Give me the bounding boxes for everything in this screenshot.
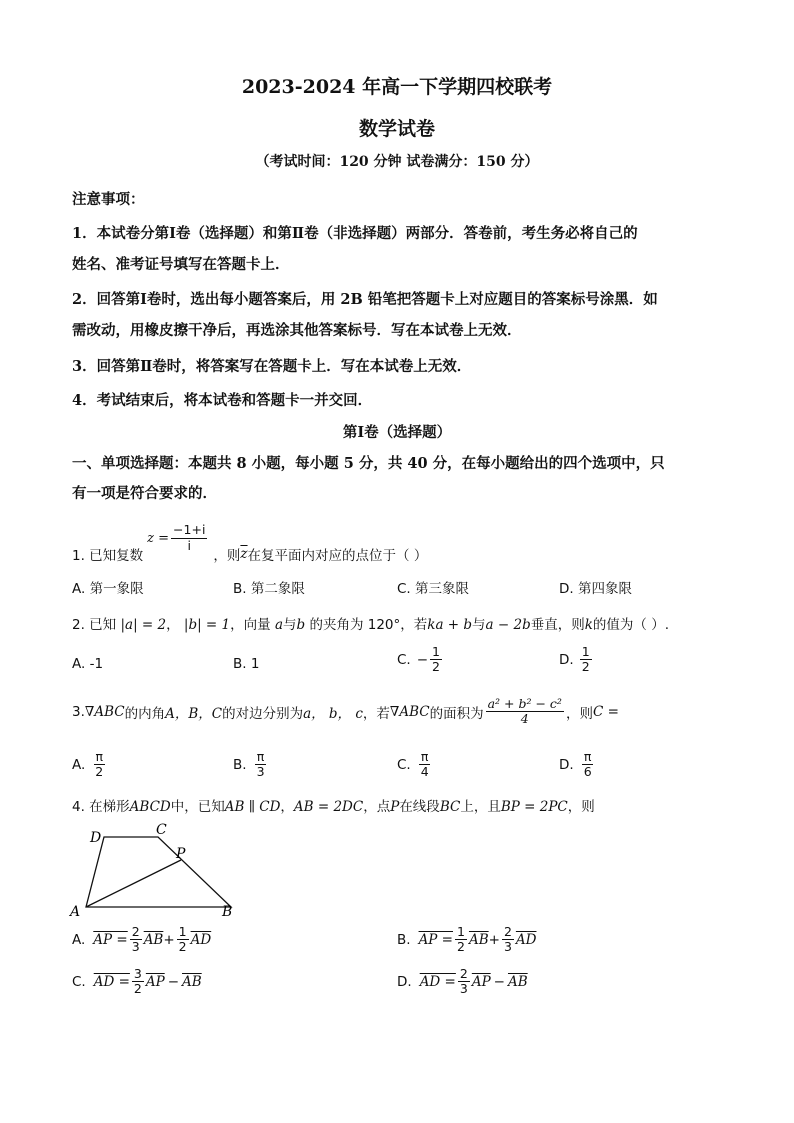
question-3 xyxy=(72,697,619,727)
q3-b-label: B. xyxy=(233,756,247,773)
q2-k: k xyxy=(584,617,593,633)
exam-title: 2023-2024 年高一下学期四校联考 xyxy=(241,76,553,98)
q3-a-num: π xyxy=(95,749,104,764)
q3-option-d xyxy=(559,750,596,780)
q4-a-v1: $\overline{AB}$ xyxy=(143,931,164,948)
q3-b-frac xyxy=(255,750,267,780)
q4-t5: 上，且 xyxy=(460,799,501,815)
q4-parallel: AB ∥ CD xyxy=(224,799,281,815)
q4-p: P xyxy=(390,799,400,815)
q4-d-c1d: 3 xyxy=(459,981,468,997)
q1-option-a: A. 第一象限 xyxy=(72,581,144,597)
q4-b-c1d: 2 xyxy=(457,939,465,955)
notice-line-2: 姓名、准考证号填写在答题卡上． xyxy=(72,256,290,273)
q4-option-c xyxy=(72,967,202,997)
section-instructions-line-1: 一、单项选择题：本题共 8 小题，每小题 5 分，共 40 分，在每小题给出的四个选项中，只 xyxy=(72,455,665,472)
notice-heading: 注意事项： xyxy=(72,191,145,208)
q3-tri2: ∇ABC xyxy=(389,703,430,720)
q4-a-c2 xyxy=(177,925,189,955)
q4-d-lhs: AD = xyxy=(419,973,456,990)
q3-a-den: 2 xyxy=(95,764,104,780)
q4-b-lhs: AP = xyxy=(418,931,453,948)
q2-option-c-label: C. xyxy=(397,651,411,668)
q4-option-d xyxy=(397,967,528,997)
q2-text-d: 垂直，则 xyxy=(530,617,585,633)
q1-frac-den: i xyxy=(187,537,191,553)
q4-c-op: − xyxy=(167,973,180,990)
q2-vec-b: b xyxy=(296,617,306,633)
q2-option-b: B. 1 xyxy=(233,656,260,672)
trapezoid-diagram xyxy=(66,820,246,920)
q4-text: 4. 在梯形 xyxy=(72,799,130,815)
q3-angles: A，B，C xyxy=(165,705,223,722)
q4-b-c1n: 1 xyxy=(457,924,465,939)
q3-a-label: A. xyxy=(72,756,86,773)
q4-b-v2: $\overline{AD}$ xyxy=(515,931,537,948)
notice-line-5: 3．回答第Ⅱ卷时，将答案写在答题卡上．写在本试卷上无效． xyxy=(72,358,472,375)
notice-line-4: 需改动，用橡皮擦干净后，再选涂其他答案标号．写在本试卷上无效． xyxy=(72,322,522,339)
q2-expr1: ka + b xyxy=(427,617,473,633)
q4-c-lhs: AD = xyxy=(93,973,130,990)
q4-b-c2 xyxy=(502,925,514,955)
q2-d-den: 2 xyxy=(581,659,590,675)
q1-z: z = xyxy=(147,530,170,546)
q4-d-c1 xyxy=(458,967,470,997)
q3-text-b: 的内角 xyxy=(124,705,166,722)
q1-option-b: B. 第二象限 xyxy=(233,581,305,597)
question-1 xyxy=(72,518,427,564)
q1-option-d: D. 第四象限 xyxy=(559,581,632,597)
q3-text-e: 的面积为 xyxy=(429,705,484,722)
q3-sides: a， b， c xyxy=(303,705,363,722)
q4-a-c2d: 2 xyxy=(178,939,187,955)
q4-d-v1: $\overline{AP}$ xyxy=(471,973,491,990)
q3-c-frac xyxy=(419,750,431,780)
q4-abcd: ABCD xyxy=(129,799,171,815)
q4-b-c1 xyxy=(455,925,467,955)
q4-eq1: AB = 2DC xyxy=(293,799,364,815)
q1-mid: ，则 xyxy=(213,548,241,564)
q4-t6: ，则 xyxy=(567,799,595,815)
q4-a-v2: $\overline{AD}$ xyxy=(190,931,212,948)
q2-d-num: 1 xyxy=(581,644,590,659)
q2-c-den: 2 xyxy=(432,659,440,675)
q4-c-label: C. xyxy=(72,973,86,990)
q2-option-d-label: D. xyxy=(559,651,574,668)
q3-area-frac xyxy=(486,697,564,727)
q3-text-d: ，若 xyxy=(362,705,390,722)
q4-option-b xyxy=(397,925,536,955)
q3-area-den: 4 xyxy=(520,711,529,727)
label-d: D xyxy=(90,830,102,846)
q4-a-op: + xyxy=(163,931,175,948)
q2-expr2: a − 2b xyxy=(485,617,531,633)
q4-b-op: + xyxy=(488,931,500,948)
q3-c-den: 4 xyxy=(420,764,429,780)
q4-d-c1n: 2 xyxy=(459,966,468,981)
q2-text-b: ，向量 xyxy=(230,617,271,633)
q4-d-label: D. xyxy=(397,973,412,990)
q3-text-c: 的对边分别为 xyxy=(222,705,304,722)
q4-a-c1 xyxy=(130,925,142,955)
q1-prefix: 1. 已知复数 xyxy=(72,548,144,564)
q4-t3: ，点 xyxy=(363,799,391,815)
notice-line-1: 1．本试卷分第Ⅰ卷（选择题）和第Ⅱ卷（非选择题）两部分．答卷前，考生务必将自己的 xyxy=(72,225,638,242)
q2-text-e: 的值为（ ）. xyxy=(592,617,669,633)
q3-c-num: π xyxy=(420,749,429,764)
q4-t2: ， xyxy=(280,799,294,815)
notice-line-3: 2．回答第Ⅰ卷时，选出每小题答案后，用 2B 铅笔把答题卡上对应题目的答案标号涂黑．如 xyxy=(72,291,658,308)
exam-subtitle: 数学试卷 xyxy=(358,118,435,140)
q4-c-v1: $\overline{AP}$ xyxy=(145,973,165,990)
q2-option-d xyxy=(559,645,594,675)
q2-with2: 与 xyxy=(472,617,486,633)
notice-line-6: 4．考试结束后，将本试卷和答题卡一并交回． xyxy=(72,392,373,409)
question-2 xyxy=(72,613,669,633)
q3-c-eq: C = xyxy=(592,703,619,720)
q4-b-label: B. xyxy=(397,931,411,948)
section-instructions-line-2: 有一项是符合要求的． xyxy=(72,485,217,502)
q2-option-d-frac xyxy=(580,645,592,675)
q3-a-frac xyxy=(93,750,105,780)
q1-frac-num: −1+i xyxy=(173,522,206,538)
q2-text-a: 2. 已知 xyxy=(72,617,117,633)
q2-abs-a: |a| = 2 xyxy=(120,617,167,633)
q3-c-label: C. xyxy=(397,756,411,773)
q1-suffix: 在复平面内对应的点位于（ ） xyxy=(247,548,428,564)
q2-vec-a: a xyxy=(274,617,283,633)
q4-a-lhs: AP = xyxy=(93,931,128,948)
q4-a-c1n: 2 xyxy=(131,924,140,939)
q1-zbar: $\overline{z}$ xyxy=(240,546,248,562)
q3-text-a: 3. xyxy=(72,703,85,720)
q2-text-c: 的夹角为 120°，若 xyxy=(309,617,428,633)
q3-area-num: a² + b² − c² xyxy=(487,696,562,711)
q3-b-den: 3 xyxy=(256,764,265,780)
q2-with: 与 xyxy=(283,617,297,633)
q4-bc: BC xyxy=(439,799,461,815)
q4-option-a xyxy=(72,925,211,955)
q3-d-num: π xyxy=(583,749,592,764)
q4-d-op: − xyxy=(493,973,505,990)
segment-ap xyxy=(86,860,181,907)
q4-c-c1 xyxy=(132,967,144,997)
q2-option-c xyxy=(397,645,444,675)
q4-eq2: BP = 2PC xyxy=(500,799,568,815)
q2-c-num: 1 xyxy=(432,644,440,659)
q3-option-c xyxy=(397,750,433,780)
q3-text-f: ，则 xyxy=(565,705,593,722)
question-4 xyxy=(72,795,595,815)
q3-d-label: D. xyxy=(559,756,574,773)
q1-option-c: C. 第三象限 xyxy=(397,581,470,597)
label-c: C xyxy=(156,822,167,838)
exam-info: （考试时间：120 分钟 试卷满分：150 分） xyxy=(255,154,539,170)
q4-a-label: A. xyxy=(72,931,86,948)
label-p: P xyxy=(176,846,186,862)
q4-b-v1: $\overline{AB}$ xyxy=(468,931,489,948)
q4-c-v2: $\overline{AB}$ xyxy=(182,973,202,990)
q3-d-frac xyxy=(582,750,594,780)
q4-c-c1n: 3 xyxy=(133,966,142,981)
q4-b-c2d: 3 xyxy=(503,939,512,955)
q4-d-v2: $\overline{AB}$ xyxy=(507,973,528,990)
q4-a-c2n: 1 xyxy=(178,924,187,939)
q3-tri1: ∇ABC xyxy=(84,703,125,720)
q3-d-den: 6 xyxy=(583,764,592,780)
q2-abs-b: |b| = 1 xyxy=(183,617,231,633)
q2-sep: ， xyxy=(166,617,180,633)
q2-option-c-sign: − xyxy=(416,651,429,668)
q1-fraction xyxy=(171,523,207,553)
q2-option-c-frac xyxy=(430,645,442,675)
q3-b-num: π xyxy=(256,749,265,764)
q4-c-c1d: 2 xyxy=(133,981,142,997)
q2-option-a: A. -1 xyxy=(72,656,104,672)
q3-option-b xyxy=(233,750,269,780)
part1-heading: 第Ⅰ卷（选择题） xyxy=(342,424,452,441)
label-b: B xyxy=(222,904,233,920)
q4-b-c2n: 2 xyxy=(503,924,512,939)
label-a: A xyxy=(70,904,81,920)
q4-t4: 在线段 xyxy=(399,799,440,815)
q3-option-a xyxy=(72,750,107,780)
q4-t1: 中，已知 xyxy=(170,799,225,815)
q4-a-c1d: 3 xyxy=(131,939,140,955)
